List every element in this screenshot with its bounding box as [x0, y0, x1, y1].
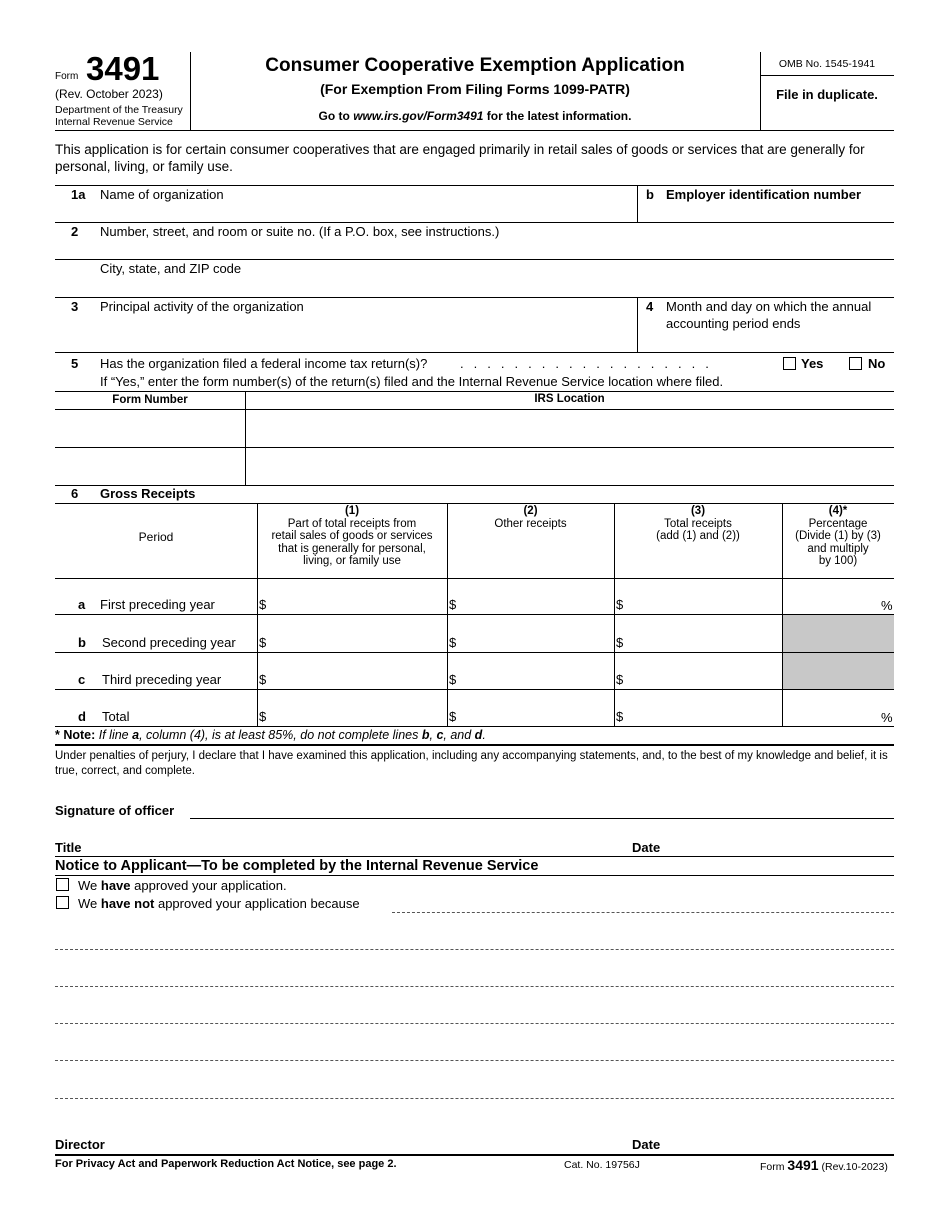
- irs-link[interactable]: www.irs.gov/Form3491: [353, 109, 484, 123]
- notice-heading: Notice to Applicant—To be completed by the Internal Revenue Service: [55, 858, 539, 874]
- row-d-col2-field[interactable]: [459, 690, 612, 726]
- col3-header: [614, 505, 782, 543]
- row-a-col2-dollar: $: [449, 597, 457, 612]
- row-c-label: Third preceding year: [102, 672, 222, 687]
- col2-header: [447, 505, 614, 530]
- period-end-label-1: Month and day on which the annual: [666, 299, 872, 314]
- note-bottom-rule: [55, 744, 894, 746]
- shaded-cell-c4: [783, 652, 894, 689]
- not-approved-text: [78, 896, 360, 911]
- col4-text-4: by 100): [818, 555, 858, 567]
- director-date-field[interactable]: [670, 1135, 894, 1153]
- col2-text-1: Other receipts: [494, 517, 567, 530]
- yes-label: Yes: [801, 356, 824, 371]
- irs-location-header: IRS Location: [534, 393, 605, 405]
- form-number-cell-2[interactable]: [55, 448, 245, 485]
- department-line: Department of the Treasury: [55, 104, 183, 116]
- form-title: Consumer Cooperative Exemption Application: [265, 55, 685, 76]
- row-b-col3-field[interactable]: [626, 615, 780, 651]
- note-line-c: c: [436, 728, 444, 742]
- row-b-col3-dollar: $: [616, 635, 624, 650]
- col3-number: (3): [690, 505, 706, 517]
- city-top-rule: [55, 259, 894, 260]
- address-field[interactable]: [100, 240, 894, 258]
- title-bottom-rule: [55, 856, 894, 857]
- row-c-col2-dollar: $: [449, 672, 457, 687]
- reason-line-2[interactable]: [55, 949, 894, 950]
- footer-revision: (Rev.10-2023): [818, 1161, 888, 1173]
- org-name-label: Name of organization: [100, 187, 224, 202]
- row-c-col2-field[interactable]: [459, 653, 612, 688]
- header-bottom-rule: [55, 130, 894, 131]
- ein-field[interactable]: [645, 203, 894, 221]
- date-field[interactable]: [670, 838, 894, 856]
- approved-checkbox[interactable]: [56, 878, 69, 891]
- row-d-percent: %: [881, 710, 893, 725]
- no-checkbox[interactable]: [849, 357, 862, 370]
- note-text-1: If line: [95, 728, 133, 742]
- line-1b-number: b: [646, 187, 654, 202]
- note-label: * Note:: [55, 728, 96, 742]
- file-in-duplicate: File in duplicate.: [776, 87, 878, 102]
- col3-text-2: (add (1) and (2)): [656, 530, 740, 542]
- row-d-col1-field[interactable]: [269, 690, 445, 726]
- row-b-col2-field[interactable]: [459, 615, 612, 651]
- col3-text-1: Total receipts: [664, 517, 732, 530]
- director-field[interactable]: [117, 1135, 627, 1153]
- director-date-label: Date: [632, 1137, 661, 1152]
- intro-text: This application is for certain consumer cooperatives that are engaged primarily in retail sales of goods or services that are generally for personal, living, or family use.: [55, 142, 865, 174]
- row-d-letter: d: [78, 709, 86, 724]
- row-c-col3-dollar: $: [616, 672, 624, 687]
- not-approved-bold: have not: [100, 896, 155, 911]
- col2-number: (2): [523, 505, 538, 517]
- address-label: Number, street, and room or suite no. (If a P.O. box, see instructions.): [100, 224, 500, 239]
- line3-top-rule: [55, 297, 894, 298]
- not-approved-checkbox[interactable]: [56, 896, 69, 909]
- row-a-col4-field[interactable]: [784, 579, 879, 614]
- omb-block: [760, 52, 894, 130]
- omb-number: OMB No. 1545-1941: [778, 58, 876, 70]
- row-c-col1-field[interactable]: [269, 653, 445, 688]
- line-4-number: 4: [646, 299, 654, 314]
- row-a-label: First preceding year: [100, 597, 215, 612]
- period-header: Period: [138, 530, 174, 544]
- row-d-col1-dollar: $: [259, 709, 267, 724]
- col1-text-1: Part of total receipts from: [287, 517, 417, 530]
- row-d-col4-field[interactable]: [784, 690, 879, 726]
- row-b-col2-dollar: $: [449, 635, 457, 650]
- row-a-letter: a: [78, 597, 86, 612]
- row-b-letter: b: [78, 635, 86, 650]
- note-text-4: , and: [443, 728, 475, 742]
- line-6-number: 6: [71, 486, 79, 501]
- reason-line-3[interactable]: [55, 986, 894, 987]
- perjury-statement: Under penalties of perjury, I declare that I have examined this application, including any accompanying statements, and, to the best of my knowledge and belief, it is true, correct, and complete.: [55, 750, 888, 777]
- director-label: Director: [55, 1137, 105, 1152]
- row-d-label: Total: [102, 709, 130, 724]
- row-c-col1-dollar: $: [259, 672, 267, 687]
- form-number: 3491: [86, 50, 160, 87]
- col4-header: [782, 505, 894, 568]
- line-2-number: 2: [71, 224, 79, 239]
- gross-header-top-rule: [55, 503, 894, 504]
- row-b-col1-dollar: $: [259, 635, 267, 650]
- gross-col-divider-2: [447, 503, 448, 727]
- percentage-note: [55, 728, 486, 742]
- reason-line-5[interactable]: [55, 1060, 894, 1061]
- ein-label: Employer identification number: [666, 187, 862, 202]
- line-5-number: 5: [71, 356, 79, 371]
- title-field[interactable]: [95, 838, 625, 856]
- note-line-d: d: [474, 728, 483, 742]
- activity-field[interactable]: [100, 316, 635, 350]
- not-approved-pre: We: [78, 896, 101, 911]
- col1-header: [257, 505, 447, 568]
- signature-label: Signature of officer: [55, 803, 175, 818]
- footer-form-id: [760, 1157, 888, 1173]
- reason-line-4[interactable]: [55, 1023, 894, 1024]
- line1-top-rule: [55, 185, 894, 186]
- footer-form-number: 3491: [787, 1157, 819, 1173]
- goto-prefix: Go to: [318, 109, 354, 123]
- form-number-cell-1[interactable]: [55, 410, 245, 447]
- form-subtitle: (For Exemption From Filing Forms 1099-PATR): [320, 81, 630, 97]
- col4-text-3: and multiply: [807, 542, 869, 555]
- irs-location-cell-1[interactable]: [246, 410, 894, 447]
- col4-text-1: Percentage: [808, 517, 868, 530]
- shaded-cell-b4: [783, 615, 894, 652]
- tax-return-instruction: If “Yes,” enter the form number(s) of the return(s) filed and the Internal Revenue Service location where filed.: [100, 374, 724, 389]
- notice-rule: [55, 875, 894, 876]
- period-end-field[interactable]: [666, 333, 894, 351]
- date-label: Date: [632, 840, 661, 855]
- footer-rule: [55, 1154, 894, 1156]
- row-a-col2-field[interactable]: [459, 579, 612, 614]
- title-block: [190, 52, 760, 123]
- gross-receipts-title: Gross Receipts: [100, 486, 196, 501]
- col4-number: (4)*: [828, 505, 848, 517]
- note-text-2: , column (4), is at least 85%, do not complete lines: [139, 728, 422, 742]
- reason-line-6[interactable]: [55, 1098, 894, 1099]
- activity-label: Principal activity of the organization: [100, 299, 304, 314]
- footer-form-word: Form: [760, 1161, 788, 1173]
- revision-date: (Rev. October 2023): [55, 87, 163, 101]
- row-c-letter: c: [78, 672, 86, 687]
- row-b-col1-field[interactable]: [269, 615, 445, 651]
- row-a-col3-dollar: $: [616, 597, 624, 612]
- reason-line-1[interactable]: [392, 912, 894, 913]
- city-label: City, state, and ZIP code: [100, 261, 242, 276]
- line1-divider: [637, 185, 638, 222]
- form-id-block: [55, 52, 190, 130]
- row-c-col3-field[interactable]: [626, 653, 780, 688]
- row-a-percent: %: [881, 598, 893, 613]
- not-approved-post: approved your application because: [154, 896, 360, 911]
- return-table-top-rule: [55, 391, 894, 392]
- col1-text-4: living, or family use: [303, 555, 401, 567]
- line5-top-rule: [55, 352, 894, 353]
- form-word: Form: [55, 71, 79, 82]
- period-end-label-2: accounting period ends: [666, 316, 801, 331]
- privacy-notice: For Privacy Act and Paperwork Reduction Act Notice, see page 2.: [55, 1158, 397, 1170]
- no-label: No: [868, 356, 886, 371]
- approved-bold: have: [100, 878, 131, 893]
- form-number-header: Form Number: [112, 394, 188, 406]
- title-label: Title: [55, 840, 82, 855]
- catalog-number: Cat. No. 19756J: [564, 1159, 640, 1171]
- line-3-number: 3: [71, 299, 79, 314]
- leader-dots: . . . . . . . . . . . . . . . . . . .: [460, 356, 713, 371]
- col1-text-2: retail sales of goods or services: [271, 530, 433, 542]
- line3-divider: [637, 297, 638, 352]
- col1-text-3: that is generally for personal,: [278, 542, 426, 555]
- note-text-5: .: [482, 728, 486, 742]
- row-d-bottom-rule: [55, 726, 894, 727]
- line2-top-rule: [55, 222, 894, 223]
- city-field[interactable]: [100, 278, 894, 296]
- goto-suffix: for the latest information.: [483, 109, 632, 123]
- agency-line: Internal Revenue Service: [55, 116, 173, 128]
- note-line-a: a: [132, 728, 140, 742]
- col4-text-2: (Divide (1) by (3): [795, 530, 881, 542]
- irs-location-cell-2[interactable]: [246, 448, 894, 485]
- row-a-col1-dollar: $: [259, 597, 267, 612]
- approved-pre: We: [78, 878, 101, 893]
- col1-number: (1): [344, 505, 360, 517]
- row-d-col3-field[interactable]: [626, 690, 780, 726]
- omb-divider: [760, 75, 894, 76]
- goto-line: [190, 109, 760, 123]
- row-d-col2-dollar: $: [449, 709, 457, 724]
- row-a-col1-field[interactable]: [269, 579, 445, 614]
- note-text-3: ,: [429, 728, 437, 742]
- line-1a-number: 1a: [71, 187, 86, 202]
- note-line-b: b: [421, 728, 430, 742]
- tax-return-question: Has the organization filed a federal income tax return(s)?: [100, 356, 428, 371]
- signature-field[interactable]: [190, 800, 894, 819]
- approved-post: approved your application.: [130, 878, 287, 893]
- org-name-field[interactable]: [100, 203, 635, 221]
- approved-text: [78, 878, 287, 893]
- row-a-col3-field[interactable]: [626, 579, 780, 614]
- row-d-col3-dollar: $: [616, 709, 624, 724]
- yes-checkbox[interactable]: [783, 357, 796, 370]
- row-b-label: Second preceding year: [102, 635, 236, 650]
